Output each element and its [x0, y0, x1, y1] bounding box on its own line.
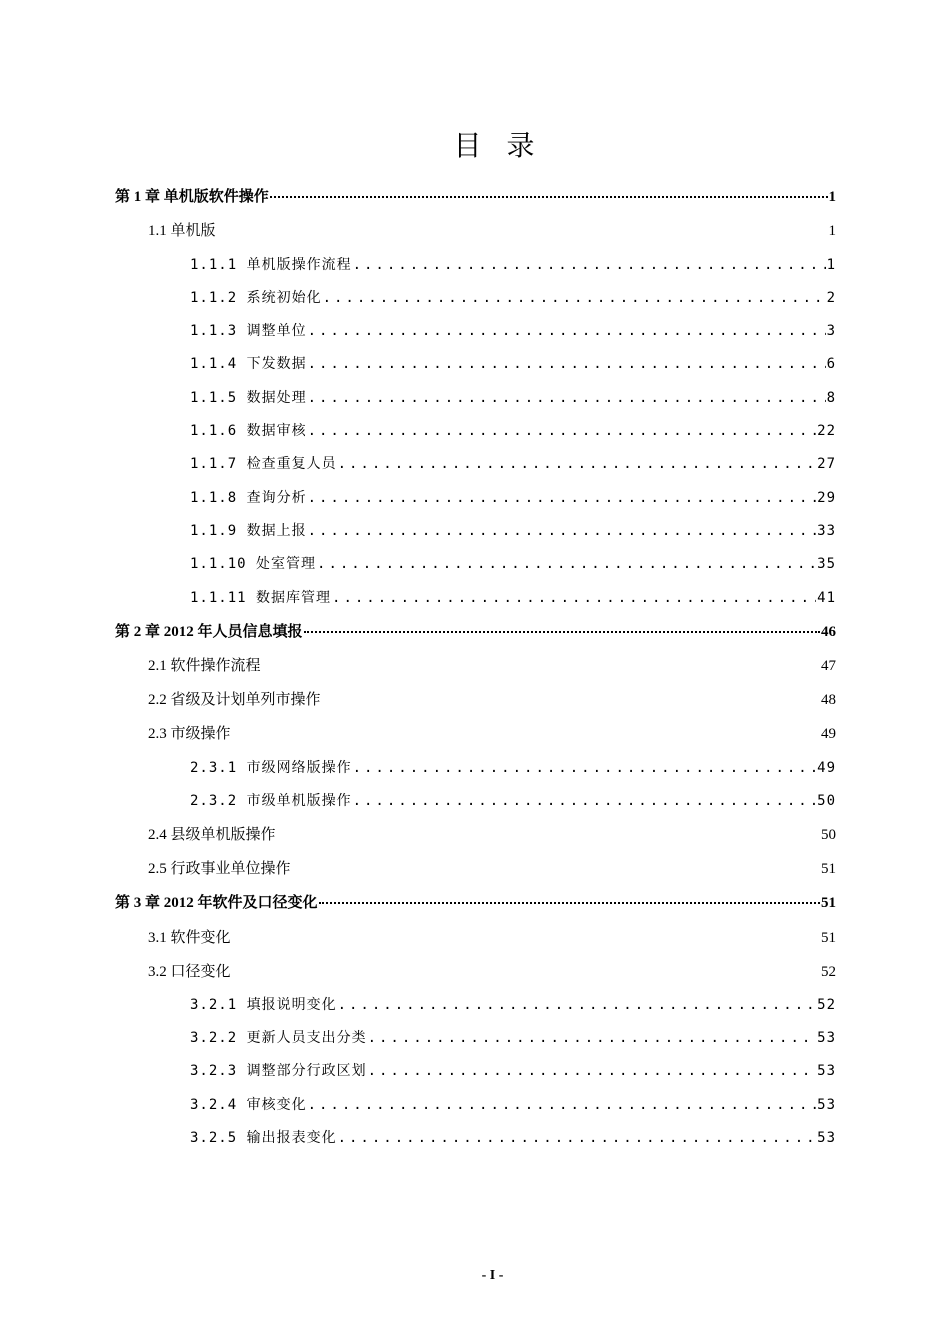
- toc-entry-level3[interactable]: [190, 757, 836, 777]
- page-title: 目 录: [453, 129, 543, 162]
- toc-entry-label: 2.4 县级单机版操作: [148, 827, 276, 843]
- toc-entry-page-number: 1: [828, 223, 836, 239]
- toc-entry-label: 2.5 行政事业单位操作: [148, 861, 291, 877]
- dot-leader: [319, 902, 820, 904]
- toc-entry-level3[interactable]: [190, 254, 836, 274]
- toc-entry-level3[interactable]: [190, 453, 836, 473]
- toc-entry-page-number: 2: [826, 290, 836, 306]
- toc-entry-label: 2.2 省级及计划单列市操作: [148, 692, 321, 708]
- toc-entry-page-number: 29: [817, 490, 836, 506]
- toc-entry-page-number: 53: [817, 1030, 836, 1046]
- dot-leader: [323, 290, 826, 306]
- toc-entry-level3[interactable]: [190, 420, 836, 440]
- toc-entry-label: 1.1.7 检查重复人员: [190, 456, 337, 472]
- toc-entry-label: 3.2.1 填报说明变化: [190, 997, 337, 1013]
- toc-entry-level3[interactable]: [190, 1027, 836, 1047]
- toc-entry-label: 第 1 章 单机版软件操作: [115, 189, 269, 205]
- toc-entry-label: 2.3.1 市级网络版操作: [190, 760, 352, 776]
- toc-entry-level2[interactable]: [148, 722, 836, 743]
- toc-entry-label: 1.1.2 系统初始化: [190, 290, 322, 306]
- dot-leader: [338, 997, 817, 1013]
- toc-entry-level2[interactable]: [148, 688, 836, 709]
- toc-entry-level3[interactable]: [190, 487, 836, 507]
- toc-entry-level3[interactable]: [190, 1094, 836, 1114]
- toc-entry-page-number: 51: [821, 930, 836, 946]
- toc-entry-label: 1.1.8 查询分析: [190, 490, 307, 506]
- toc-entry-level1[interactable]: [115, 620, 836, 641]
- toc-entry-page-number: 41: [817, 590, 836, 606]
- toc-entry-page-number: 1: [826, 257, 836, 273]
- dot-leader: [308, 523, 817, 539]
- toc-entry-page-number: 46: [821, 624, 836, 640]
- toc-entry-label: 第 2 章 2012 年人员信息填报: [115, 624, 303, 640]
- toc-entry-page-number: 52: [817, 997, 836, 1013]
- toc-entry-level3[interactable]: [190, 1127, 836, 1147]
- toc-entry-label: 3.1 软件变化: [148, 930, 231, 946]
- toc-entry-page-number: 1: [828, 189, 836, 205]
- toc-entry-page-number: 50: [821, 827, 836, 843]
- toc-entry-label: 1.1.4 下发数据: [190, 356, 307, 372]
- toc-entry-level3[interactable]: [190, 587, 836, 607]
- toc-entry-level2[interactable]: [148, 857, 836, 878]
- toc-entry-level3[interactable]: [190, 287, 836, 307]
- toc-entry-page-number: 52: [821, 964, 836, 980]
- toc-entry-label: 3.2.4 审核变化: [190, 1097, 307, 1113]
- dot-leader: [317, 556, 816, 572]
- toc-entry-label: 3.2 口径变化: [148, 964, 231, 980]
- toc-entry-label: 3.2.3 调整部分行政区划: [190, 1063, 367, 1079]
- toc-entry-level3[interactable]: [190, 1060, 836, 1080]
- dot-leader: [308, 390, 826, 406]
- toc-entry-label: 第 3 章 2012 年软件及口径变化: [115, 895, 318, 911]
- toc-entry-label: 1.1.10 处室管理: [190, 556, 317, 572]
- toc-entry-page-number: 53: [817, 1097, 836, 1113]
- toc-entry-label: 1.1.6 数据审核: [190, 423, 307, 439]
- toc-entry-label: 1.1.9 数据上报: [190, 523, 307, 539]
- toc-entry-page-number: 27: [817, 456, 836, 472]
- dot-leader: [338, 1130, 817, 1146]
- toc-entry-page-number: 22: [817, 423, 836, 439]
- dot-leader: [308, 356, 826, 372]
- toc-entry-label: 2.1 软件操作流程: [148, 658, 261, 674]
- toc-entry-label: 3.2.2 更新人员支出分类: [190, 1030, 367, 1046]
- toc-entry-level2[interactable]: [148, 960, 836, 981]
- toc-entry-page-number: 47: [821, 658, 836, 674]
- dot-leader: [368, 1063, 817, 1079]
- toc-entry-level1[interactable]: [115, 185, 836, 206]
- toc-entry-page-number: 48: [821, 692, 836, 708]
- toc-entry-level2[interactable]: [148, 219, 836, 240]
- toc-entry-label: 2.3 市级操作: [148, 726, 231, 742]
- toc-entry-page-number: 53: [817, 1130, 836, 1146]
- dot-leader: [308, 423, 817, 439]
- toc-entry-level3[interactable]: [190, 520, 836, 540]
- dot-leader: [308, 1097, 817, 1113]
- toc-entry-label: 2.3.2 市级单机版操作: [190, 793, 352, 809]
- dot-leader: [308, 490, 817, 506]
- dot-leader: [308, 323, 826, 339]
- toc-entry-label: 1.1 单机版: [148, 223, 216, 239]
- toc-entry-page-number: 6: [826, 356, 836, 372]
- toc-entry-level2[interactable]: [148, 823, 836, 844]
- toc-entry-level3[interactable]: [190, 353, 836, 373]
- toc-entry-label: 1.1.1 单机版操作流程: [190, 257, 352, 273]
- toc-entry-page-number: 49: [817, 760, 836, 776]
- toc-entry-page-number: 3: [826, 323, 836, 339]
- toc-entry-page-number: 8: [826, 390, 836, 406]
- dot-leader: [368, 1030, 817, 1046]
- dot-leader: [332, 590, 816, 606]
- dot-leader: [304, 631, 820, 633]
- toc-entry-page-number: 51: [821, 861, 836, 877]
- dot-leader: [353, 257, 826, 273]
- toc-entry-level3[interactable]: [190, 387, 836, 407]
- page-number-footer: - I -: [481, 1268, 504, 1283]
- toc-entry-label: 1.1.11 数据库管理: [190, 590, 332, 606]
- toc-entry-level2[interactable]: [148, 654, 836, 675]
- toc-entry-label: 3.2.5 输出报表变化: [190, 1130, 337, 1146]
- toc-entry-level3[interactable]: [190, 994, 836, 1014]
- toc-entry-level3[interactable]: [190, 553, 836, 573]
- toc-entry-page-number: 53: [817, 1063, 836, 1079]
- toc-entry-label: 1.1.5 数据处理: [190, 390, 307, 406]
- toc-entry-label: 1.1.3 调整单位: [190, 323, 307, 339]
- toc-entry-page-number: 35: [817, 556, 836, 572]
- toc-entry-level3[interactable]: [190, 790, 836, 810]
- toc-entry-page-number: 49: [821, 726, 836, 742]
- dot-leader: [270, 196, 828, 198]
- toc-entry-page-number: 33: [817, 523, 836, 539]
- dot-leader: [353, 760, 817, 776]
- toc-entry-page-number: 51: [821, 895, 836, 911]
- toc-entry-level1[interactable]: [115, 891, 836, 912]
- toc-entry-level3[interactable]: [190, 320, 836, 340]
- dot-leader: [338, 456, 817, 472]
- dot-leader: [353, 793, 817, 809]
- toc-entry-page-number: 50: [817, 793, 836, 809]
- toc-entry-level2[interactable]: [148, 926, 836, 947]
